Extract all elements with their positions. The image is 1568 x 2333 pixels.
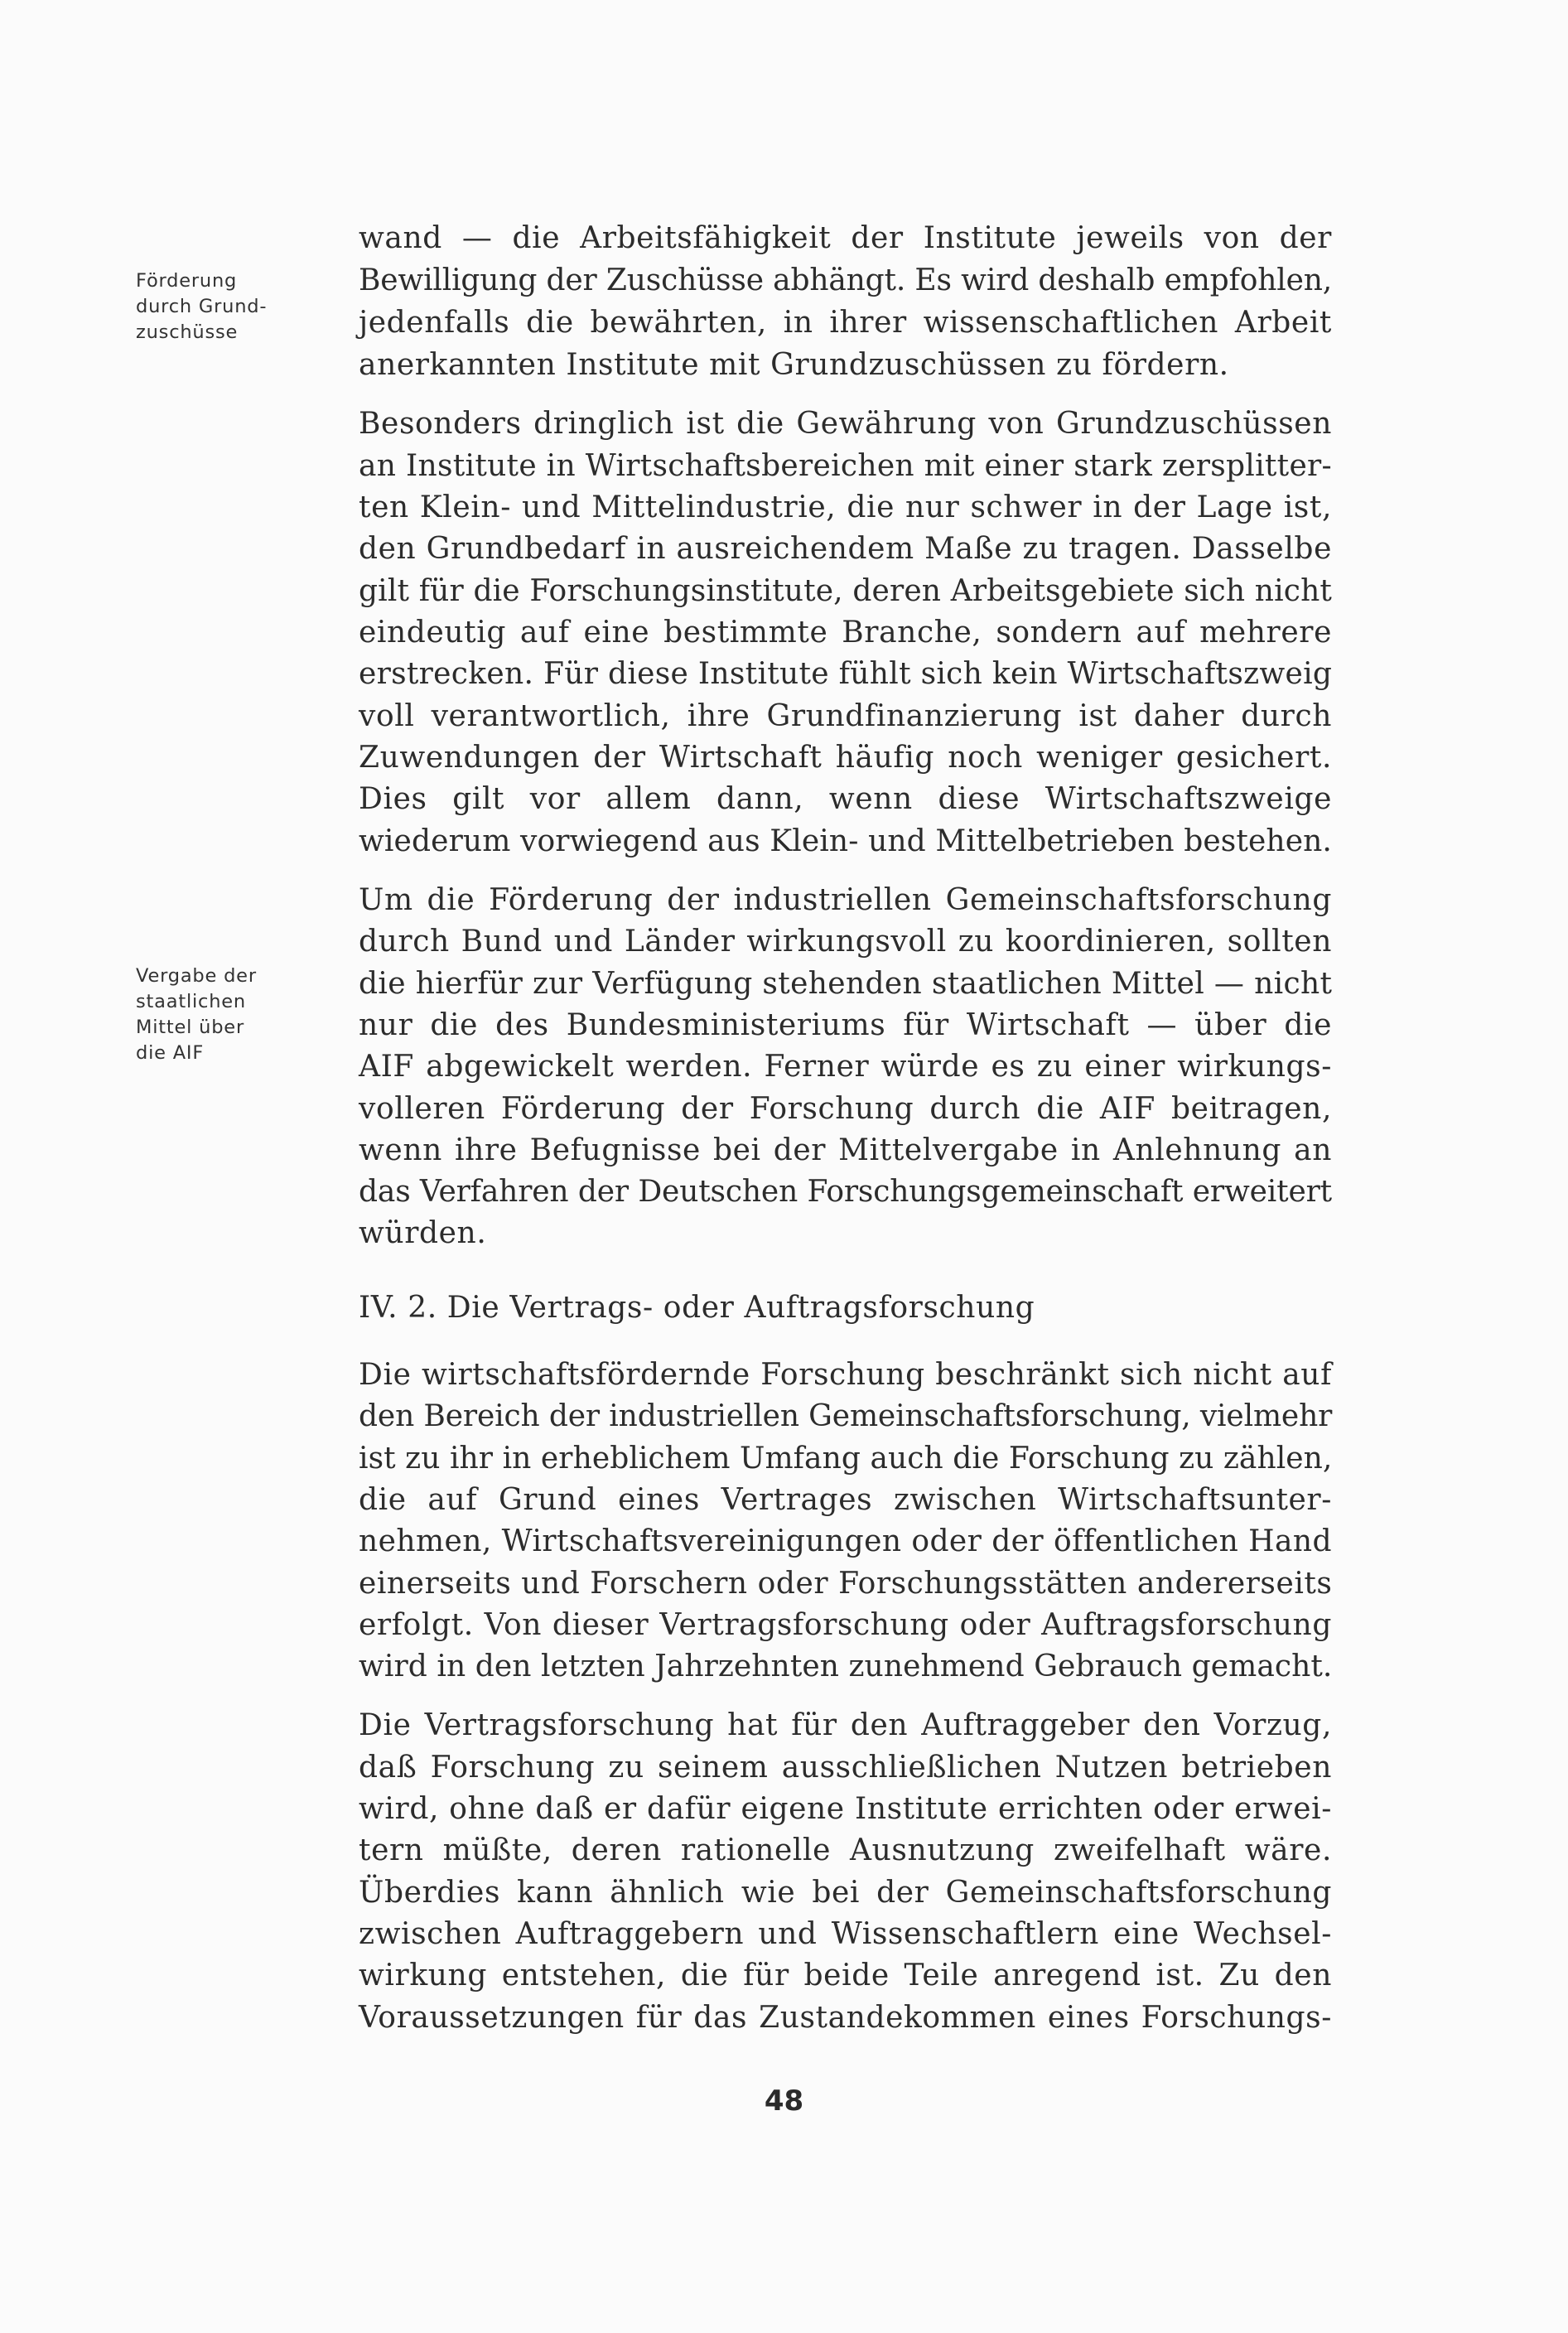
section-heading: IV. 2. Die Vertrags- oder Auftragsforschung xyxy=(359,1291,1035,1325)
text-line: Zuwendungen der Wirtschaft häufig noch weniger gesichert. xyxy=(359,741,1332,775)
text-line: die auf Grund eines Vertrages zwischen Wirtschaftsunter- xyxy=(359,1483,1332,1517)
text-line: erfolgt. Von dieser Vertragsforschung oder Auftragsforschung xyxy=(359,1608,1332,1642)
text-line: Um die Förderung der industriellen Gemeinschaftsforschung xyxy=(359,883,1332,917)
text-line: nur die des Bundesministeriums für Wirtschaft — über die xyxy=(359,1008,1332,1042)
text-line: Besonders dringlich ist die Gewährung von Grundzuschüssen xyxy=(359,407,1332,441)
margin-note-foerderung xyxy=(136,268,302,345)
text-line: das Verfahren der Deutschen Forschungsgemeinschaft erweitert xyxy=(359,1175,1332,1209)
margin-note-line: die AIF xyxy=(136,1042,205,1064)
text-line: ten Klein- und Mittelindustrie, die nur schwer in der Lage ist, xyxy=(359,490,1332,524)
margin-note-line: Förderung xyxy=(136,270,238,292)
text-line: einerseits und Forschern oder Forschungsstätten andererseits xyxy=(359,1567,1333,1601)
text-line: zwischen Auftraggebern und Wissenschaftlern eine Wechsel- xyxy=(359,1917,1332,1951)
text-line: würden. xyxy=(359,1216,487,1250)
margin-note-vergabe xyxy=(136,964,302,1066)
margin-note-line: staatlichen xyxy=(136,991,246,1012)
text-line: eindeutig auf eine bestimmte Branche, sondern auf mehrere xyxy=(359,616,1332,650)
margin-note-line: Vergabe der xyxy=(136,965,257,987)
text-line: voll verantwortlich, ihre Grundfinanzierung ist daher durch xyxy=(359,699,1332,733)
text-line: jedenfalls die bewährten, in ihrer wissenschaftlichen Arbeit xyxy=(359,306,1332,340)
margin-note-line: Mittel über xyxy=(136,1017,244,1038)
text-line: volleren Förderung der Forschung durch die AIF beitragen, xyxy=(359,1092,1332,1126)
page-number: 48 xyxy=(764,2084,804,2118)
text-line: wiederum vorwiegend aus Klein- und Mittelbetrieben bestehen. xyxy=(359,824,1332,858)
text-line: Bewilligung der Zuschüsse abhängt. Es wird deshalb empfohlen, xyxy=(359,263,1332,297)
text-line: den Bereich der industriellen Gemeinschaftsforschung, vielmehr xyxy=(359,1399,1333,1433)
text-line: erstrecken. Für diese Institute fühlt sich kein Wirtschaftszweig xyxy=(359,657,1333,691)
margin-note-line: durch Grund- xyxy=(136,296,268,317)
text-line: Die wirtschaftsfördernde Forschung beschränkt sich nicht auf xyxy=(359,1358,1332,1392)
text-line: an Institute in Wirtschaftsbereichen mit einer stark zersplitter- xyxy=(359,449,1332,483)
text-line: wirkung entstehen, die für beide Teile anregend ist. Zu den xyxy=(359,1959,1332,1992)
text-line: anerkannten Institute mit Grundzuschüssen zu fördern. xyxy=(359,348,1229,382)
text-line: wand — die Arbeitsfähigkeit der Institute jeweils von der xyxy=(359,221,1332,255)
text-line: wird in den letzten Jahrzehnten zunehmend Gebrauch gemacht. xyxy=(359,1650,1333,1683)
text-line: wird, ohne daß er dafür eigene Institute errichten oder erwei- xyxy=(359,1792,1332,1826)
text-line: Die Vertragsforschung hat für den Auftraggeber den Vorzug, xyxy=(359,1708,1332,1742)
text-line: die hierfür zur Verfügung stehenden staatlichen Mittel — nicht xyxy=(359,967,1333,1001)
text-line: Voraussetzungen für das Zustandekommen eines Forschungs- xyxy=(359,2001,1332,2035)
text-line: tern müßte, deren rationelle Ausnutzung zweifelhaft wäre. xyxy=(359,1833,1332,1867)
text-line: Dies gilt vor allem dann, wenn diese Wirtschaftszweige xyxy=(359,782,1332,816)
text-line: nehmen, Wirtschaftsvereinigungen oder der öffentlichen Hand xyxy=(359,1524,1332,1558)
text-line: den Grundbedarf in ausreichendem Maße zu tragen. Dasselbe xyxy=(359,532,1332,566)
text-line: AIF abgewickelt werden. Ferner würde es zu einer wirkungs- xyxy=(359,1050,1332,1084)
text-line: ist zu ihr in erheblichem Umfang auch die Forschung zu zählen, xyxy=(359,1442,1333,1476)
text-line: durch Bund und Länder wirkungsvoll zu koordinieren, sollten xyxy=(359,925,1332,959)
margin-note-line: zuschüsse xyxy=(136,321,239,343)
text-line: daß Forschung zu seinem ausschließlichen Nutzen betrieben xyxy=(359,1751,1332,1785)
text-line: wenn ihre Befugnisse bei der Mittelvergabe in Anlehnung an xyxy=(359,1133,1332,1167)
text-line: gilt für die Forschungsinstitute, deren Arbeitsgebiete sich nicht xyxy=(359,574,1332,608)
text-line: Überdies kann ähnlich wie bei der Gemeinschaftsforschung xyxy=(359,1876,1332,1910)
